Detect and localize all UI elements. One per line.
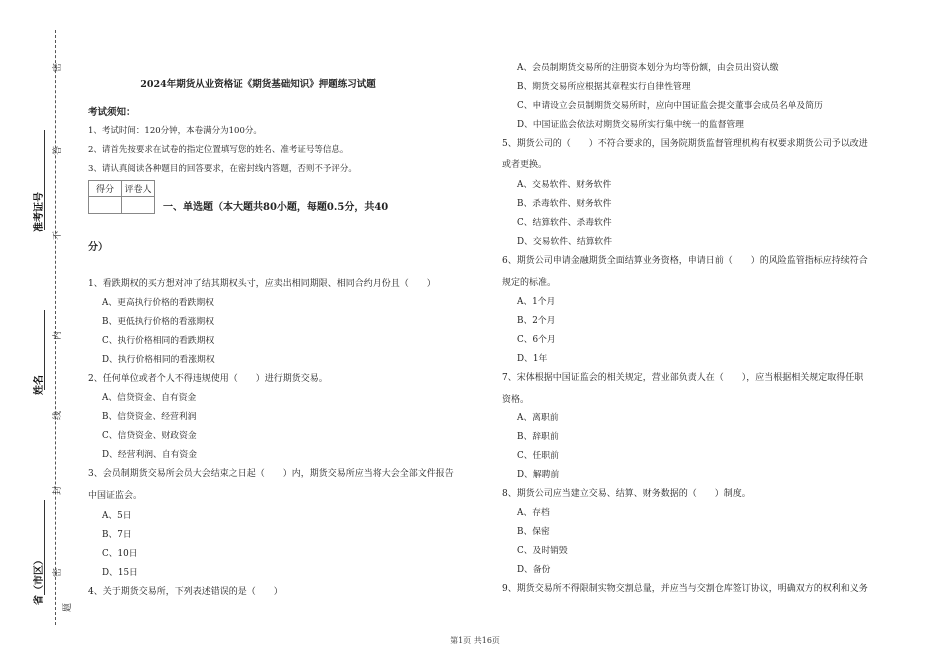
grader-header: 评卷人 (122, 181, 155, 197)
question-1-option-d[interactable]: D、执行价格相同的看涨期权 (102, 355, 215, 365)
question-9-stem: 9、期货交易所不得限制实物交割总量，并应当与交割仓库签订协议，明确双方的权利和义务 (502, 584, 868, 594)
question-2-option-d[interactable]: D、经营利润、自有资金 (102, 450, 198, 460)
question-1-option-c[interactable]: C、执行价格相同的看跌期权 (102, 336, 215, 346)
question-3-option-d[interactable]: D、15日 (102, 568, 138, 578)
seal-char: 题 (63, 602, 73, 612)
question-2-stem: 2、任何单位或者个人不得违规使用（ ）进行期货交易。 (88, 374, 328, 384)
name-label: 姓名 (34, 375, 45, 395)
question-7-option-a[interactable]: A、离职前 (517, 413, 559, 423)
question-6-stem: 6、期货公司申请金融期货全面结算业务资格，申请日前（ ）的风险监管指标应持续符合 (502, 256, 868, 266)
notice-heading: 考试须知： (88, 107, 136, 118)
question-8-option-b[interactable]: B、保密 (517, 527, 550, 537)
seal-char: 封 (53, 485, 63, 495)
question-1-option-b[interactable]: B、更低执行价格的看涨期权 (102, 317, 215, 327)
question-6-option-d[interactable]: D、1年 (517, 354, 548, 364)
question-7-option-b[interactable]: B、辞职前 (517, 432, 559, 442)
seal-char: 答 (53, 145, 63, 155)
question-5-stem-cont: 或者更换。 (502, 160, 548, 170)
question-7-option-c[interactable]: C、任职前 (517, 451, 559, 461)
province-field[interactable] (44, 500, 45, 595)
question-1-stem: 1、看跌期权的买方想对冲了结其期权头寸，应卖出相同期限、相同合约月份且（ ） (88, 279, 436, 289)
province-label: 省（市区） (34, 555, 45, 605)
question-2-option-a[interactable]: A、信贷资金、自有资金 (102, 393, 197, 403)
seal-char: 不 (53, 230, 63, 240)
seal-char: 密 (53, 62, 63, 72)
question-5-option-b[interactable]: B、杀毒软件、财务软件 (517, 199, 612, 209)
question-7-stem-cont: 资格。 (502, 395, 530, 405)
question-5-option-a[interactable]: A、交易软件、财务软件 (517, 180, 612, 190)
question-7-stem: 7、宋体根据中国证监会的相关规定，营业部负责人在（ ），应当根据相关规定取得任职 (502, 373, 864, 383)
seal-char: 线 (53, 410, 63, 420)
seal-char: 密 (53, 567, 63, 577)
question-8-stem: 8、期货公司应当建立交易、结算、财务数据的（ ）制度。 (502, 489, 751, 499)
question-3-option-c[interactable]: C、10日 (102, 549, 138, 559)
exam-number-label: 准考证号 (34, 192, 45, 232)
score-table (88, 180, 155, 214)
question-7-option-d[interactable]: D、解聘前 (517, 470, 560, 480)
notice-item: 3、请认真阅读各种题目的回答要求，在密封线内答题，否则不予评分。 (88, 164, 357, 174)
question-4-option-c[interactable]: C、申请设立会员制期货交易所时，应向中国证监会提交董事会成员名单及简历 (517, 101, 823, 111)
question-4-option-a[interactable]: A、会员制期货交易所的注册资本划分为均等份额，由会员出资认缴 (517, 63, 779, 73)
question-5-option-c[interactable]: C、结算软件、杀毒软件 (517, 218, 612, 228)
question-3-option-a[interactable]: A、5日 (102, 511, 132, 521)
page-number: 第1页 共16页 (450, 636, 500, 645)
seal-char: 内 (53, 330, 63, 340)
question-5-stem: 5、期货公司的（ ）不符合要求的，国务院期货监督管理机构有权要求期货公司予以改进 (502, 139, 868, 149)
exam-title: 2024年期货从业资格证《期货基础知识》押题练习试题 (140, 79, 376, 90)
question-8-option-c[interactable]: C、及时销毁 (517, 546, 568, 556)
score-cell[interactable] (89, 197, 122, 214)
seal-line (55, 30, 56, 625)
question-6-option-a[interactable]: A、1个月 (517, 297, 556, 307)
name-field[interactable] (44, 310, 45, 390)
notice-item: 1、考试时间：120分钟，本卷满分为100分。 (88, 126, 262, 136)
section-heading: 一、单选题（本大题共80小题，每题0.5分，共40 (163, 202, 389, 213)
notice-item: 2、请首先按要求在试卷的指定位置填写您的姓名、准考证号等信息。 (88, 145, 349, 155)
question-8-option-a[interactable]: A、存档 (517, 508, 550, 518)
question-5-option-d[interactable]: D、交易软件、结算软件 (517, 237, 613, 247)
section-heading-cont: 分） (88, 242, 108, 253)
question-4-option-d[interactable]: D、中国证监会依法对期货交易所实行集中统一的监督管理 (517, 120, 744, 130)
question-6-option-b[interactable]: B、2个月 (517, 316, 556, 326)
question-1-option-a[interactable]: A、更高执行价格的看跌期权 (102, 298, 214, 308)
question-6-option-c[interactable]: C、6个月 (517, 335, 556, 345)
grader-cell[interactable] (122, 197, 155, 214)
question-4-stem: 4、关于期货交易所，下列表述错误的是（ ） (88, 587, 283, 597)
question-2-option-b[interactable]: B、信贷资金、经营利润 (102, 412, 197, 422)
question-3-option-b[interactable]: B、7日 (102, 530, 132, 540)
question-4-option-b[interactable]: B、期货交易所应根据其章程实行自律性管理 (517, 82, 691, 92)
score-header: 得分 (89, 181, 122, 197)
question-2-option-c[interactable]: C、信贷资金、财政资金 (102, 431, 197, 441)
question-6-stem-cont: 规定的标准。 (502, 278, 557, 288)
exam-number-field[interactable] (44, 130, 45, 230)
question-8-option-d[interactable]: D、备份 (517, 565, 551, 575)
question-3-stem: 3、会员制期货交易所会员大会结束之日起（ ）内，期货交易所应当将大会全部文件报告 (88, 469, 454, 479)
binding-margin (0, 0, 80, 671)
question-3-stem-cont: 中国证监会。 (88, 491, 143, 501)
